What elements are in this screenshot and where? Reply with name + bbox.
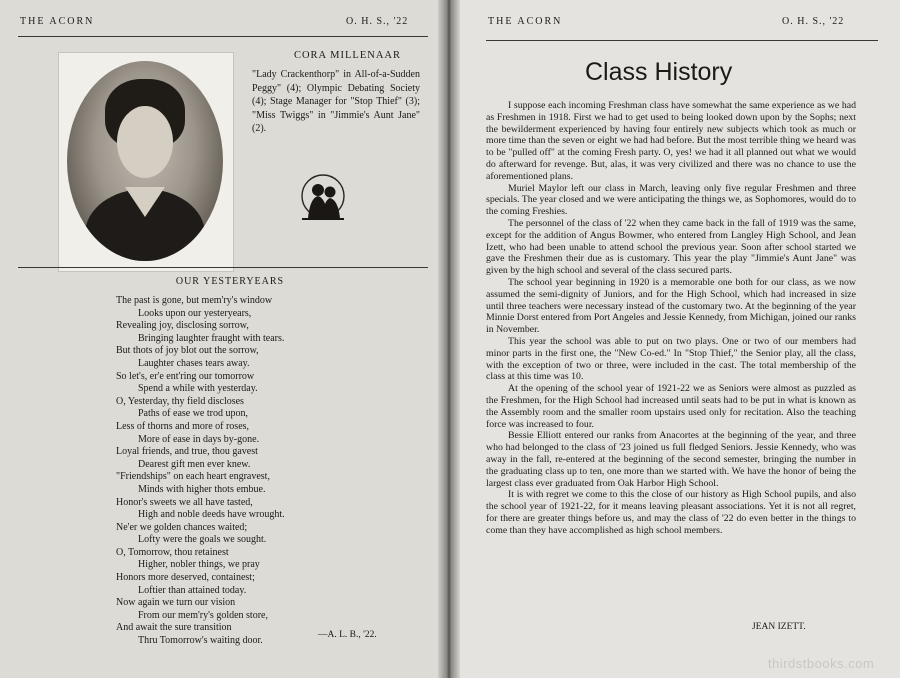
poem-line: Revealing joy, disclosing sorrow,: [116, 320, 249, 332]
left-page: [0, 0, 446, 678]
poem-line: O, Yesterday, thy field discloses: [116, 395, 244, 407]
poem-line: Spend a while with yesterday.: [138, 383, 258, 395]
poem-line: Ne'er we golden chances waited;: [116, 521, 248, 533]
senior-name: CORA MILLENAAR: [293, 50, 402, 61]
poem-line: Lofty were the goals we sought.: [138, 534, 267, 546]
silhouette-ornament: [300, 172, 346, 228]
poem-line: Looks upon our yesteryears,: [138, 307, 252, 319]
poem-line: Laughter chases tears away.: [138, 357, 250, 369]
poem-line: O, Tomorrow, thou retainest: [116, 546, 229, 558]
poem-line: And await the sure transition: [116, 622, 232, 634]
poem-line: Paths of ease we trod upon,: [138, 408, 248, 420]
poem-line: Bringing laughter fraught with tears.: [138, 332, 285, 344]
article-title: Class History: [585, 58, 733, 86]
poem-line: High and noble deeds have wrought.: [138, 509, 285, 521]
senior-portrait: [58, 52, 234, 272]
poem-line: Dearest gift men ever knew.: [138, 458, 251, 470]
running-header-left: THE ACORN: [488, 16, 563, 27]
header-rule: [18, 36, 428, 37]
poem-line: More of ease in days by-gone.: [138, 433, 260, 445]
article-author: JEAN IZETT.: [752, 622, 806, 632]
poem-title: OUR YESTERYEARS: [175, 276, 285, 287]
running-header-right: O. H. S., '22: [346, 16, 409, 27]
poem-line: "Friendships" on each heart engravest,: [116, 471, 270, 483]
poem-line: The past is gone, but mem'ry's window: [116, 295, 273, 306]
article-paragraph: The personnel of the class of '22 when they came back in the fall of 1919 was the same, except for the addition of Angus Bowmer, who entered from Langley High School, and Jean Izett, who had been unable to attend school the previous year. Soon after school started we gave the Freshmen their due as is customary. This year the play "Jimmie's Aunt Jane" was given by the high school and several of the class secured parts.: [486, 217, 856, 277]
poem-line: Loftier than attained today.: [138, 584, 247, 596]
senior-activities: "Lady Crackenthorp" in All-of-a-Sudden Peggy" (4); Olympic Debating Society (4); Stage Manager for "Stop Thief" (3); "Miss Twiggs" in "Jimmie's Aunt Jane" (2).: [252, 69, 420, 134]
article-paragraph: Bessie Elliott entered our ranks from Anacortes at the beginning of the year, and three who had belonged to the class of '23 joined us full fledged Seniors. Jessie Kennedy, who was away in the fall, re-entered at the beginning of the second semester, bringing the number in the graduating class up to ten, one more than we started with. We have the honor of being the largest class ever graduated from Oak Harbor High School.: [486, 430, 856, 489]
poem-line: Higher, nobler things, we pray: [138, 559, 260, 571]
poem-line: But thots of joy blot out the sorrow,: [116, 345, 259, 357]
poem-line: Less of thorns and more of roses,: [116, 420, 250, 432]
article-body: [486, 100, 856, 536]
poem-line: Loyal friends, and true, thou gavest: [116, 446, 258, 458]
portrait-oval: [67, 61, 223, 261]
book-gutter: [438, 0, 460, 678]
poem-line: Honors more deserved, containest;: [116, 572, 255, 584]
article-paragraph: I suppose each incoming Freshman class have somewhat the same experience as we had as Freshmen in 1918. First we had to get used to being looked down upon by the Sophs; next the bewilderment experienced by having four entirely new subjects which took as much or more time than the seven or eight we had had before. But the most terrible thing we heard was to be "pulled off" at the coming Fresh party. O, yes! we had it all planned out what we would do afterward for revenge. But, alas, it was very civilized and there was no chance to use the aforementioned plans.: [486, 100, 856, 182]
header-rule: [486, 40, 878, 41]
article-paragraph: At the opening of the school year of 1921-22 we as Seniors were almost as puzzled as the Freshmen, for the High School had increased until seats had to be put in what is known as the Assembly room and the smaller room upstairs used only for recitation. Also the teaching force was increased to four.: [486, 383, 856, 430]
article-paragraph: The school year beginning in 1920 is a memorable one both for our class, as we now assumed the semi-dignity of Juniors, and for the High School, which had increased in size until three teachers were necessary instead of the customary two. At the beginning of the year Minnie Dorst entered from Port Angeles and Jessie Kennedy, from Michigan, joined our ranks in November.: [486, 276, 856, 336]
poem-signature: —A. L. B., '22.: [318, 630, 377, 640]
article-paragraph: It is with regret we come to this the close of our history as High School pupils, and also the school year of 1921-22, for it means leaving pleasant associations. Yet it is not all regret, for there are greater things before us, and may the class of '22 do even better in the things to come than they have accomplished as high school members.: [486, 489, 856, 536]
running-header-left: THE ACORN: [20, 16, 95, 27]
poem-line: Thru Tomorrow's waiting door.: [138, 635, 263, 647]
poem-line: Honor's sweets we all have tasted,: [116, 496, 253, 508]
article-paragraph: Muriel Maylor left our class in March, leaving only five regular Freshmen and three specials. The year closed and we were anticipating the things we, as Sophomores, would do to the coming Freshies.: [486, 182, 856, 218]
poem-line: So let's, er'e ent'ring our tomorrow: [116, 370, 255, 382]
section-rule: [18, 267, 428, 268]
poem-line: Now again we turn our vision: [116, 597, 236, 609]
poem-body: [116, 295, 416, 648]
running-header-right: O. H. S., '22: [782, 16, 845, 27]
article-paragraph: This year the school was able to put on two plays. One or two of our members had minor parts in the first one, the "New Co-ed." In "Stop Thief," the Senior play, all the class, with the exception of two or three, were included in the cast. The total membership of the class at this time was 10.: [486, 335, 856, 383]
watermark: thirdstbooks.com: [768, 656, 875, 671]
poem-line: From our mem'ry's golden store,: [138, 609, 268, 621]
poem-line: Minds with higher thots embue.: [138, 483, 266, 495]
